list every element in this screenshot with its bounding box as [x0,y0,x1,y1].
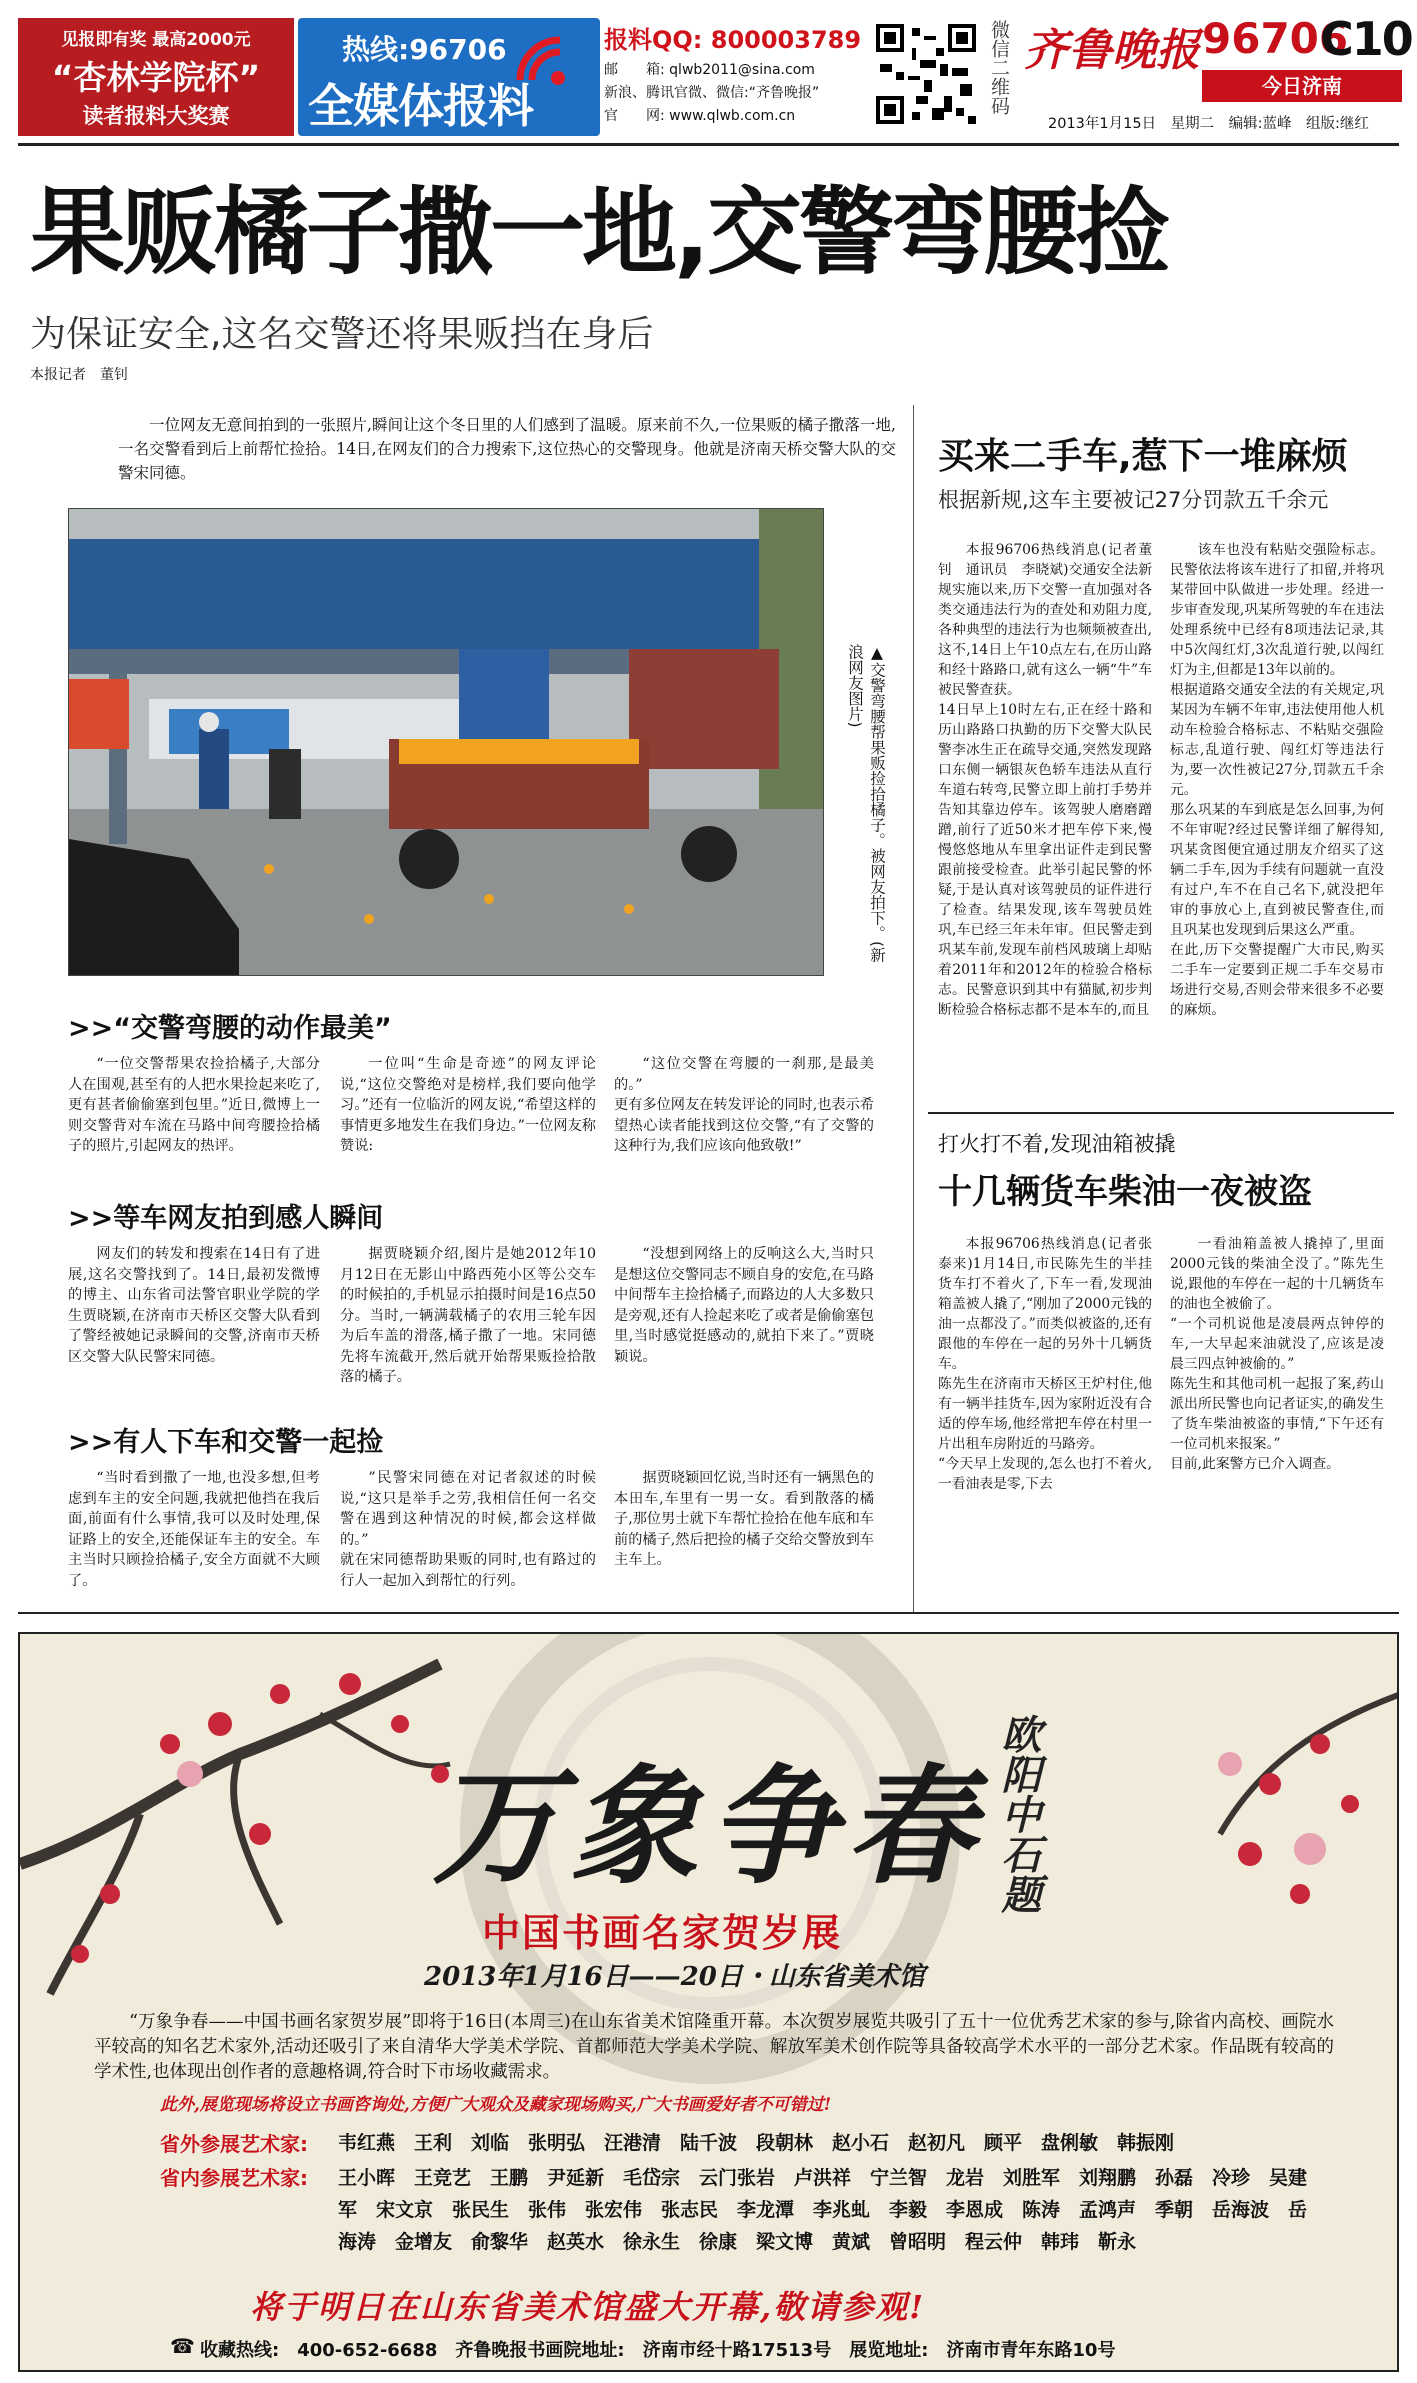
side1-col-a: 本报96706热线消息(记者董钊 通讯员 李晓斌)交通安全法新规实施以来,历下交警一直加强对各类交通违法行为的查处和劝阻力度,各种典型的违法行为也频频被查出,这不,14日上午10点左右,在历山路和经十路路口,就有这么一辆“牛”车被民警查获。 14日早上10时左右,正在经十路和历山路路口执勤的历下交警大队民警李冰生正在疏导交通,突然发现路口东侧一辆银灰色轿车违法从直行车道右转弯,民警立即上前打手势并告知其靠边停车。该驾驶人磨磨蹭蹭,前行了近50米才把车停下来,慢慢悠悠地从车里拿出证件走到民警跟前接受检查。此举引起民警的怀疑,于是认真对该驾驶员的证件进行了检查。结果发现,该车驾驶员姓巩,车已经三年未年审。但民警走到巩某车前,发现车前档风玻璃上却贴着2011年和2012年的检验合格标志。民警意识到其中有猫腻,初步判断检验合格标志都不是本车的,而且 [938,542,1152,1018]
section3-col1: “当时看到撒了一地,也没多想,但考虑到车主的安全问题,我就把他挡在我后面,前面有什么事情,我可以及时处理,保证路上的安全,还能保证车主的安全。车主当时只顾捡拾橘子,安全方面就不大顾了。 [68,1470,320,1589]
masthead-paper-name: 齐鲁晚报 [1024,25,1200,76]
advert-notice: 此外,展览现场将设立书画咨询处,方便广大观众及藏家现场购买,广大书画爱好者不可错过! [160,2095,832,2115]
media-report-text: 全媒体报料 [308,79,533,133]
side1-col-b: 该车也没有粘贴交强险标志。民警依法将该车进行了扣留,并将巩某带回中队做进一步处理。经进一步审查发现,巩某所驾驶的车在违法处理系统中已经有8项违法记录,其中5次闯红灯,3次乱道行驶,以闯红灯为主,但都是13年以前的。 根据道路交通安全法的有关规定,巩某因为车辆不年审,违法使用他人机动车检验合格标志、不粘贴交强险标志,乱道行驶、闯红灯等违法行为,要一次性被记27分,罚款五千余元。 那么巩某的车到底是怎么回事,为何不年审呢?经过民警详细了解得知,巩某贪图便宜通过朋友介绍买了这辆二手车,因为手续有问题就一直没有过户,车不在自己名下,就没把年审的事放心上,直到被民警查住,而且巩某也发现到后果这么严重。 在此,历下交警提醒广大市民,购买二手车一定要到正规二手车交易市场进行交易,否则会带来很多不必要的麻烦。 [1170,542,1384,1018]
section-title-2: >>等车网友拍到感人瞬间 [68,1203,384,1234]
column-divider [913,405,914,1612]
section2-col3: “没想到网络上的反响这么大,当时只是想这位交警同志不顾自身的安危,在马路中间帮车主捡拾橘子,而路边的人大多数只是旁观,还有人捡起来吃了或者是偷偷塞包里,当时感觉挺感动的,就拍下来了。”贾晓颖说。 [614,1246,874,1365]
side-divider [928,1112,1394,1114]
side2-col-a: 本报96706热线消息(记者张泰来)1月14日,市民陈先生的半挂货车打不着火了,下车一看,发现油箱盖被人撬了,“刚加了2000元钱的油一点都没了。”而类似被盗的,还有跟他的车停在一起的另外十几辆货车。 陈先生在济南市天桥区王炉村住,他有一辆半挂货车,因为家附近没有合适的停车场,他经常把车停在村里一片出租车房附近的马路旁。 “今天早上发现的,怎么也打不着火,一看油表是零,下去 [938,1236,1152,1492]
dateline: 2013年1月15日 星期二 编辑:蓝峰 组版:继红 [1048,116,1369,132]
promo-line1: 见报即有奖 最高2000元 [61,30,251,50]
side2-col-b: 一看油箱盖被人撬掉了,里面2000元钱的柴油全没了。”陈先生说,跟他的车停在一起的十几辆货车的油也全被偷了。 “一个司机说他是凌晨两点钟停的车,一大早起来油就没了,应该是凌晨三四点钟被偷的。” 陈先生和其他司机一起报了案,药山派出所民警也向记者证实,的确发生了货车柴油被盗的事情,“下午还有一位司机来报案。” 目前,此案警方已介入调查。 [1170,1236,1384,1472]
side1-headline: 买来二手车,惹下一堆麻烦 [938,436,1348,477]
hotline-text: 热线:96706 [342,33,507,66]
email-line: 邮 箱: qlwb2011@sina.com [604,62,815,78]
side2-headline: 十几辆货车柴油一夜被盗 [938,1172,1312,1212]
advert-title: 万象争春 [432,1752,985,1902]
bottom-rule [18,1612,1399,1614]
outside-artists-label: 省外参展艺术家: [160,2132,308,2156]
advert-hotline: 收藏热线: 400-652-6688 齐鲁晚报书画院地址: 济南市经十路17513号 展览地址: 济南市青年东路10号 [200,2340,1116,2361]
section1-col3: “这位交警在弯腰的一刹那,是最美的。” 更有多位网友在转发评论的同时,也表示希望热心读者能找到这位交警,“有了交警的这种行为,我们应该向他致敬!” [614,1056,874,1154]
photo-caption: ▲交警弯腰帮果贩捡拾橘子。被网友拍下。(新浪网友图片) [846,644,886,963]
inside-artists: 王小晖 王竞艺 王鹏 尹延新 毛岱宗 云门张岩 卢洪祥 宁兰智 龙岩 刘胜军 刘翔鹏 孙磊 冷珍 吴建军 宋文京 张民生 张伟 张宏伟 张志民 李龙潭 李兆虬 李毅 李恩成 陈涛 孟鸿声 季朝 岳海波 岳海涛 金增友 俞黎华 赵英水 徐永生 徐康 梁文博 黄斌 曾昭明 程云仲 韩玮 靳永 [338,2167,1308,2253]
advert-box[interactable] [18,1632,1399,2372]
qq-number: 报料QQ: 800003789 [604,26,862,54]
outside-artists: 韦红燕 王利 刘临 张明弘 汪港清 陆千波 段朝林 赵小石 赵初凡 顾平 盘俐敏 韩振刚 [338,2132,1175,2154]
advert-signature: 欧阳中石题 [995,1714,1042,1914]
signal-icon [510,30,590,90]
advert-banner-text: 将于明日在山东省美术馆盛大开幕,敬请参观! [250,2288,926,2326]
masthead-hotline: 96706 [1202,14,1349,63]
promo-box[interactable] [18,18,294,136]
section2-col2: 据贾晓颖介绍,图片是她2012年10月12日在无影山中路西苑小区等公交车的时候拍的,手机显示拍摄时间是16点50分。当时,一辆满载橘子的农用三轮车因为后车盖的滑落,橘子撒了一地。宋同德先将车流截开,然后就开始帮果贩捡拾散落的橘子。 [340,1246,596,1385]
side2-kicker: 打火打不着,发现油箱被撬 [938,1132,1176,1156]
wechat-label: 微信二维码 [988,20,1010,115]
advert-subtitle: 中国书画名家贺岁展 [482,1911,843,1955]
weibo-line: 新浪、腾讯官微、微信:“齐鲁晚报” [604,85,820,101]
main-headline: 果贩橘子撒一地,交警弯腰捡 [30,178,1168,288]
news-photo[interactable] [68,508,824,976]
page-number: C10 [1320,12,1412,66]
promo-line3: 读者报料大奖赛 [82,104,230,128]
contact-info [604,20,866,136]
section3-col2: ”民警宋同德在对记者叙述的时候说,“这只是举手之劳,我相信任何一名交警在遇到这种情况的时候,都会这样做的。” 就在宋同德帮助果贩的同时,也有路过的行人一起加入到帮忙的行列。 [340,1470,596,1589]
main-subheadline: 为保证安全,这名交警还将果贩挡在身后 [30,314,654,355]
section-title-3: >>有人下车和交警一起捡 [68,1427,384,1458]
section1-col1: “一位交警帮果农捡拾橘子,大部分人在围观,甚至有的人把水果捡起来吃了,更有甚者偷偷塞到包里。”近日,微博上一则交警背对车流在马路中间弯腰捡拾橘子的照片,引起网友的热评。 [68,1056,320,1154]
phone-icon: ☎ [170,2334,195,2358]
hotline-box[interactable] [298,18,600,136]
section2-col1: 网友们的转发和搜索在14日有了进展,这名交警找到了。14日,最初发微博的博主、山东省司法警官职业学院的学生贾晓颖,在济南市天桥区交警大队看到了警经被她记录瞬间的交警,济南市天桥区交警大队民警宋同德。 [68,1246,320,1365]
promo-title: “杏林学院杯” [51,58,261,97]
section3-col3: 据贾晓颖回忆说,当时还有一辆黑色的本田车,车里有一男一女。看到散落的橘子,那位男士就下车帮忙捡拾在他车底和车前的橘子,然后把捡的橘子交给交警放到车主车上。 [614,1470,874,1568]
advert-body: “万象争春——中国书画名家贺岁展”即将于16日(本周三)在山东省美术馆隆重开幕。本次贺岁展览共吸引了五十一位优秀艺术家的参与,除省内高校、画院水平较高的知名艺术家外,活动还吸引了来自清华大学美术学院、首都师范大学美术学院、解放军美术创作院等具备较高学术水平的一部分艺术家。作品既有较高的学术性,也体现出创作者的意趣格调,符合时下市场收藏需求。 [94,2012,1334,2082]
website-line: 官 网: www.qlwb.com.cn [604,108,796,124]
main-lead: 一位网友无意间拍到的一张照片,瞬间让这个冬日里的人们感到了温暖。原来前不久,一位果贩的橘子撒落一地,一名交警看到后上前帮忙捡拾。14日,在网友们的合力搜索下,这位热心的交警现身。他就是济南天桥交警大队的交警宋同德。 [118,416,896,482]
advert-dates: 2013年1月16日——20日・山东省美术馆 [424,1962,925,1992]
qr-code-icon[interactable] [872,20,980,128]
section-title-1: >>“交警弯腰的动作最美” [68,1013,392,1044]
advert-footer [170,2334,1260,2362]
section-badge: 今日济南 [1202,70,1402,102]
section1-col2: 一位叫“生命是奇迹”的网友评论说,“这位交警绝对是榜样,我们要向他学习。”还有一位临沂的网友说,“希望这样的事情更多地发生在我们身边。”一位网友称赞说: [340,1056,596,1154]
inside-artists-label: 省内参展艺术家: [160,2166,308,2190]
photo-scene [69,509,824,976]
top-rule [18,143,1399,146]
main-byline: 本报记者 董钊 [30,367,128,383]
side1-subheadline: 根据新规,这车主要被记27分罚款五千余元 [938,488,1329,512]
